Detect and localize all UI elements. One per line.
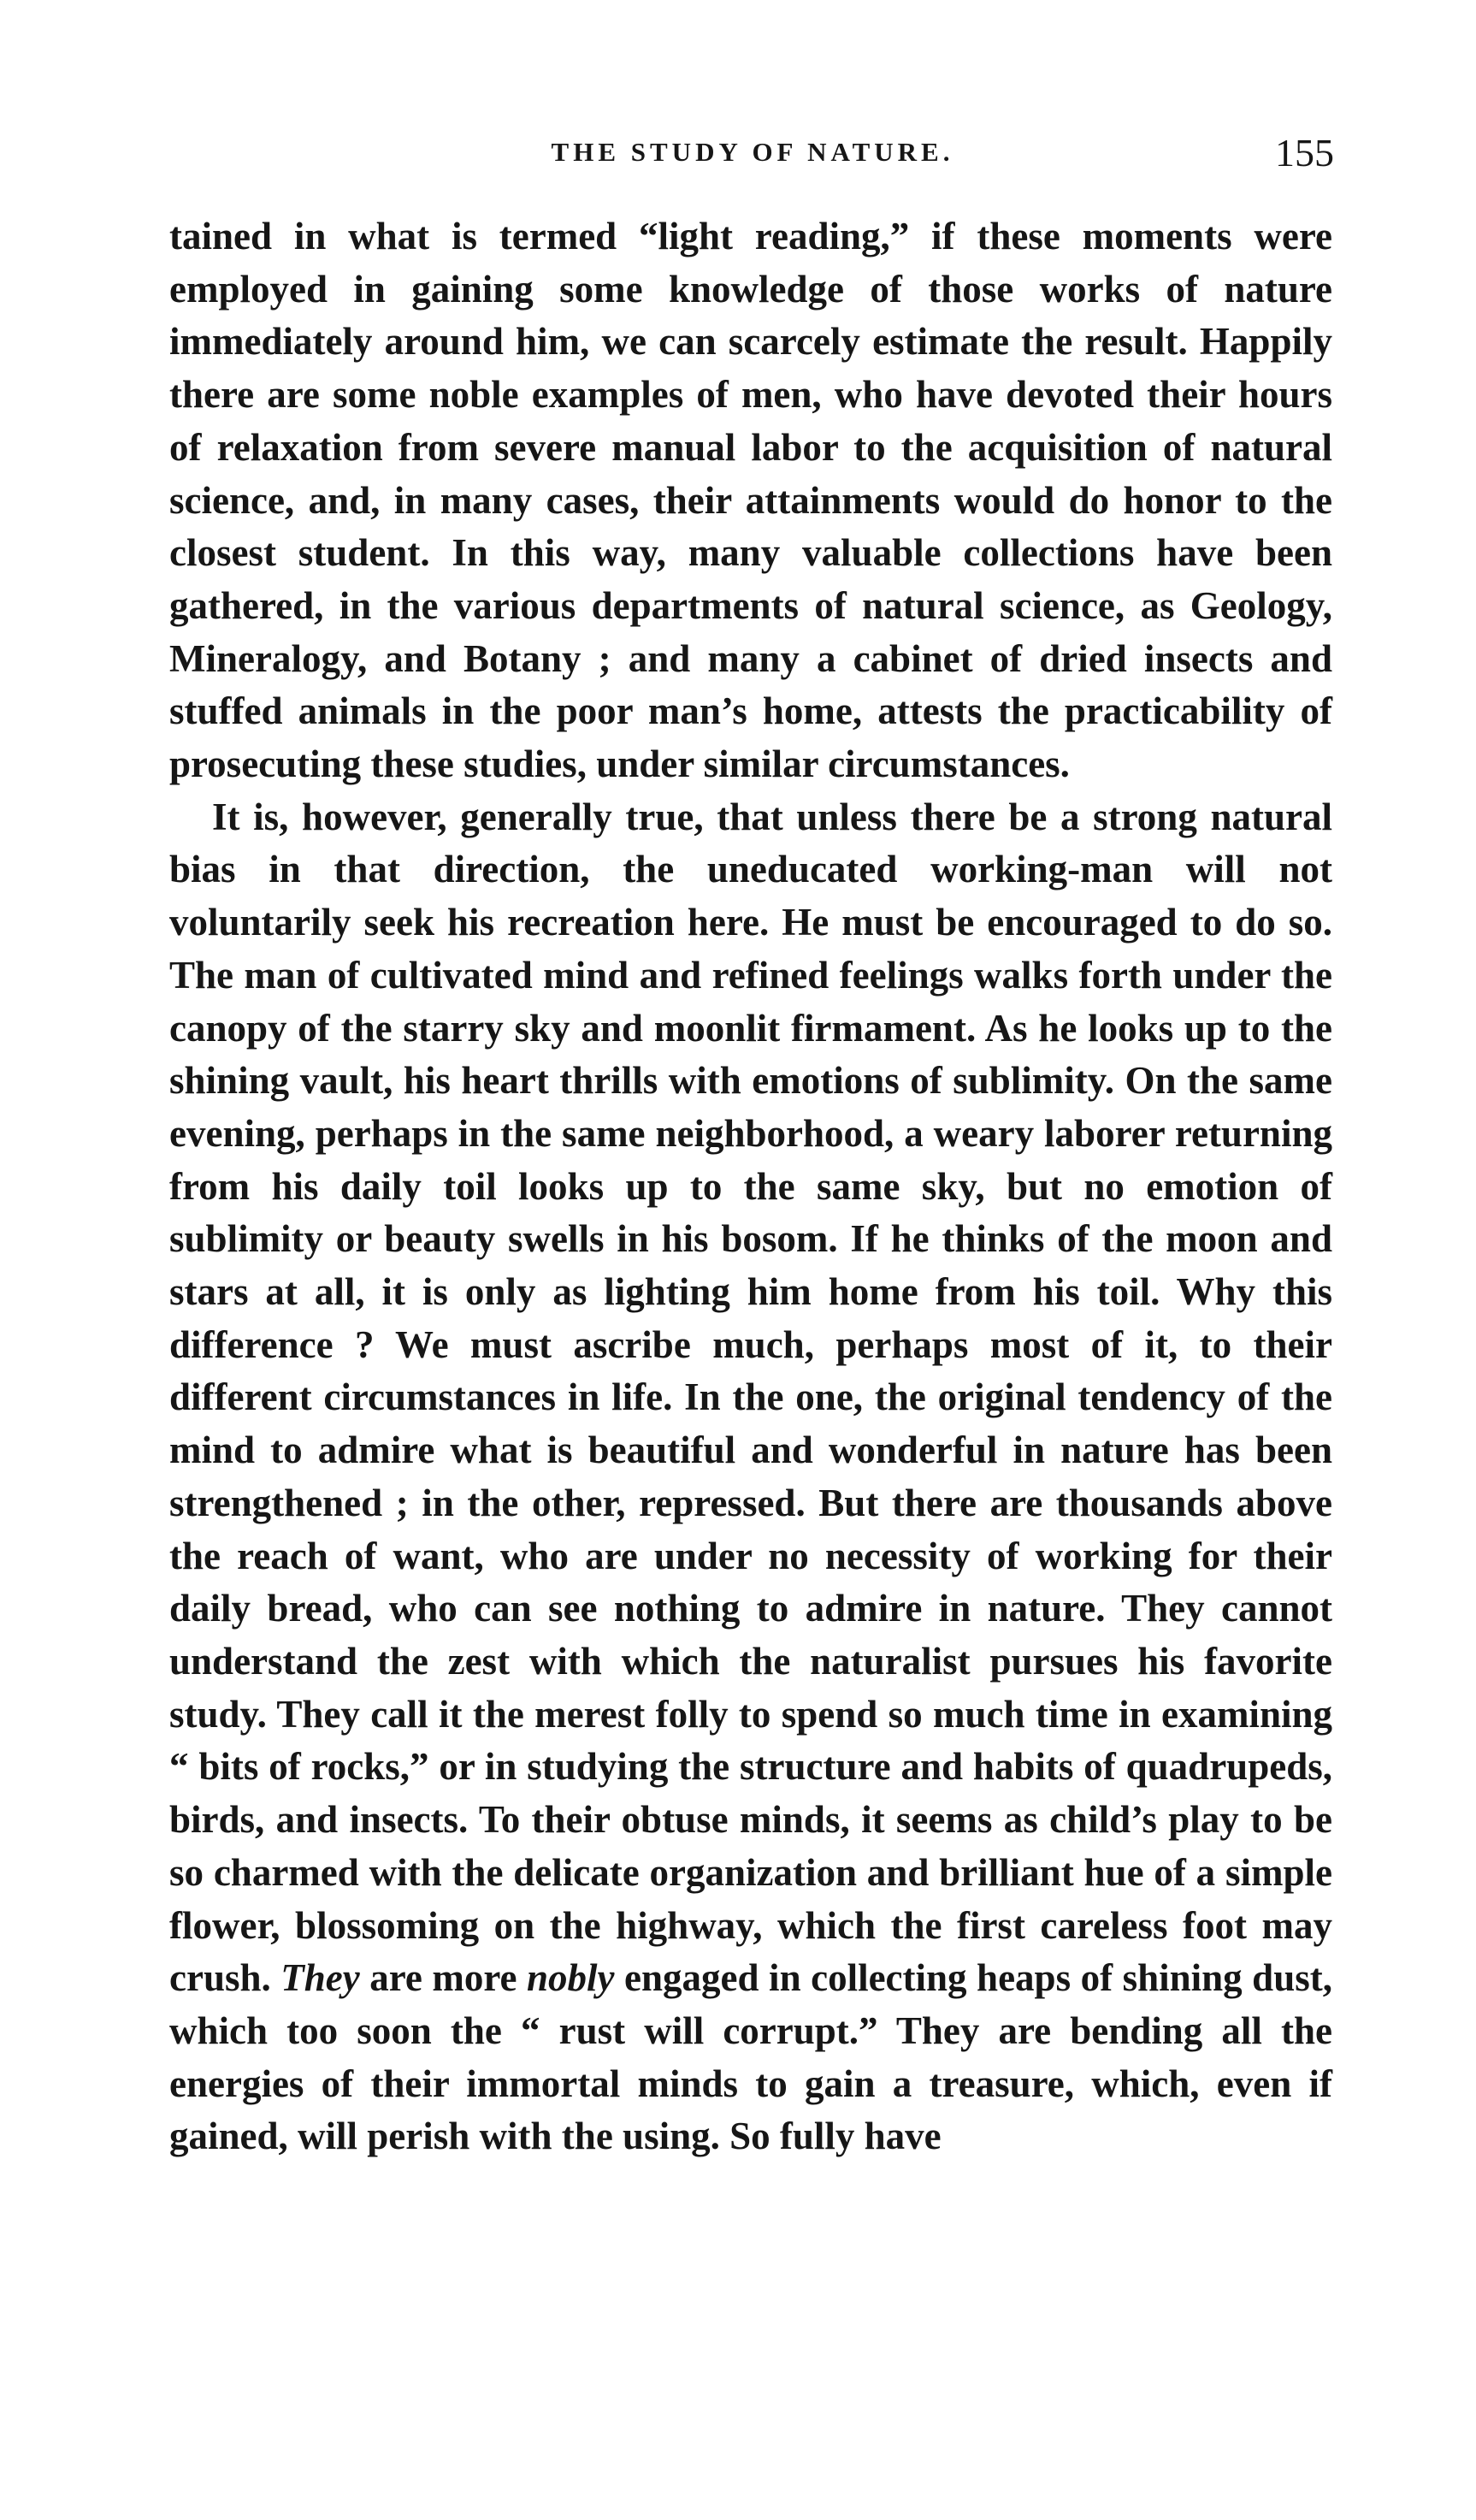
running-title: THE STUDY OF NATURE. (551, 137, 954, 167)
text-run: engaged in collecting heaps of shining dust, which too soon the “ rust will corrupt.” They are bending all the energies of their immortal minds to gain a treasure, which, even if gained, will perish with the using. So fully have (169, 1956, 1332, 2158)
text-run: It is, however, generally true, that unless there be a strong natural bias in that direction, the uneducated working-man will not voluntarily seek his recreation here. He must be encouraged to do so. The man of cultivated mind and refined feelings walks forth under the canopy of the starry sky and moonlit firmament. As he looks up to the shining vault, his heart thrills with emotions of sublimity. On the same evening, perhaps in the same neighborhood, a weary laborer returning from his daily toil looks up to the same sky, but no emotion of sublimity or beauty swells in his bosom. If he thinks of the moon and stars at all, it is only as lighting him home from his toil. Why this difference ? We must ascribe much, perhaps most of it, to their different circumstances in life. In the one, the original tendency of the mind to admire what is beautiful and wonderful in nature has been strengthened ; in the other, repressed. But there are thousands above the reach of want, who are under no necessity of working for their daily bread, who can see nothing to admire in nature. They cannot understand the zest with which the naturalist pursues his favorite study. They call it the merest folly to spend so much time in examining “ bits of rocks,” or in studying the structure and habits of quadrupeds, birds, and insects. To their obtuse minds, it seems as child’s play to be so charmed with the delicate organization and brilliant hue of a simple flower, blossoming on the highway, which the first careless foot may crush. (169, 795, 1332, 2000)
page-number: 155 (1275, 131, 1334, 175)
body-text (169, 210, 1332, 2163)
italic-they: They (280, 1956, 360, 2000)
italic-nobly: nobly (527, 1956, 615, 2000)
paragraph-second (169, 791, 1332, 2163)
paragraph-continued (169, 210, 1332, 791)
running-head (171, 131, 1334, 188)
text-run: tained in what is termed “light reading,” if these moments were employed in gaining some knowledge of those works of nature immediately around him, we can scarcely estimate the result. Happily there are some noble examples of men, who have devoted their hours of relaxation from severe manual labor to the acquisition of natural science, and, in many cases, their attainments would do honor to the closest student. In this way, many valuable collections have been gathered, in the various departments of natural science, as Geology, Mineralogy, and Botany ; and many a cabinet of dried insects and stuffed animals in the poor man’s home, attests the practicability of prosecuting these studies, under similar circumstances. (169, 215, 1332, 786)
text-run: are more (359, 1956, 528, 2000)
